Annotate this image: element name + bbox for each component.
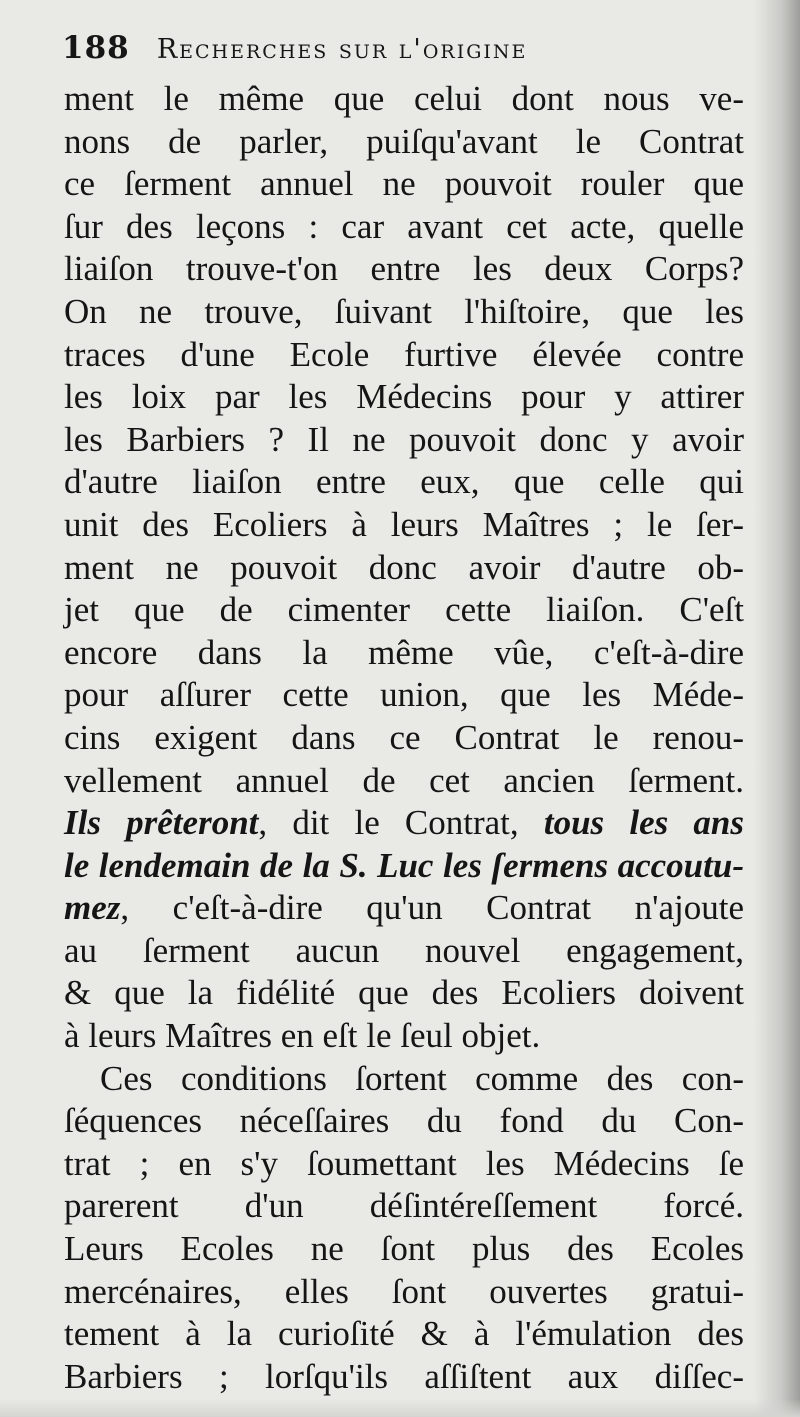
text-line: à leurs Maîtres en eſt le ſeul objet.	[64, 1016, 541, 1056]
paragraph-start-line: Ces conditions ſortent comme des con-	[100, 1058, 744, 1098]
running-title: Recherches sur l'origine	[156, 34, 528, 65]
body-text	[64, 78, 744, 1398]
quoted-phrase: tous les ans	[543, 803, 744, 843]
text-line: encore dans la même vûe, c'eſt-à-dire	[64, 632, 744, 672]
text-line: tement à la curioſité & à l'émulation des	[64, 1314, 744, 1354]
text-line: unit des Ecoliers à leurs Maîtres ; le ſer-	[64, 504, 744, 544]
text-line: On ne trouve, ſuivant l'hiſtoire, que les	[64, 291, 744, 331]
text-line: traces d'une Ecole furtive élevée contre	[64, 334, 744, 374]
text-line: au ſerment aucun nouvel engagement,	[64, 930, 744, 970]
page-edge-shadow	[754, 0, 800, 1417]
quoted-line	[64, 802, 744, 845]
quoted-phrase: mez	[64, 888, 121, 928]
text-line: nons de parler, puiſqu'avant le Contrat	[64, 121, 744, 161]
text-line: les loix par les Médecins pour y attirer	[64, 377, 744, 417]
text-line: ment le même que celui dont nous ve-	[64, 79, 744, 118]
text-line: Barbiers ; lorſqu'ils aſſiſtent aux diſſec-	[64, 1356, 744, 1396]
text-line: ment ne pouvoit donc avoir d'autre ob-	[64, 547, 744, 587]
quoted-phrase: Ils prêteront	[64, 803, 259, 843]
text-line: Leurs Ecoles ne ſont plus des Ecoles	[64, 1229, 744, 1269]
inline-text: , c'eſt-à-dire qu'un Contrat n'ajoute	[120, 888, 744, 928]
text-line: d'autre liaiſon entre eux, que celle qui	[64, 462, 744, 502]
page-number: 188	[62, 30, 130, 66]
text-line: mercénaires, elles ſont ouvertes gratui-	[64, 1271, 744, 1311]
text-line: cins exigent dans ce Contrat le renou-	[64, 717, 744, 757]
page-header	[62, 30, 527, 66]
text-line: liaiſon trouve-t'on entre les deux Corps?	[64, 249, 744, 289]
text-line: ſur des leçons : car avant cet acte, quelle	[64, 206, 744, 246]
text-line: vellement annuel de cet ancien ſerment.	[64, 760, 744, 800]
quoted-line: le lendemain de la S. Luc les ſermens accoutu-	[64, 845, 744, 885]
text-line: parerent d'un déſintéreſſement forcé.	[64, 1186, 744, 1226]
text-line: & que la fidélité que des Ecoliers doivent	[64, 973, 744, 1013]
text-line: ſéquences néceſſaires du fond du Con-	[64, 1101, 744, 1141]
text-line: jet que de cimenter cette liaiſon. C'eſt	[64, 590, 744, 630]
page-bottom-edge	[0, 1399, 800, 1417]
text-line: ce ſerment annuel ne pouvoit rouler que	[64, 164, 744, 204]
inline-text: , dit le Contrat,	[258, 803, 519, 843]
text-line: les Barbiers ? Il ne pouvoit donc y avoir	[64, 419, 744, 459]
quoted-line	[64, 887, 744, 930]
text-line: pour aſſurer cette union, que les Méde-	[64, 675, 744, 715]
text-line: trat ; en s'y ſoumettant les Médecins ſe	[64, 1143, 744, 1183]
